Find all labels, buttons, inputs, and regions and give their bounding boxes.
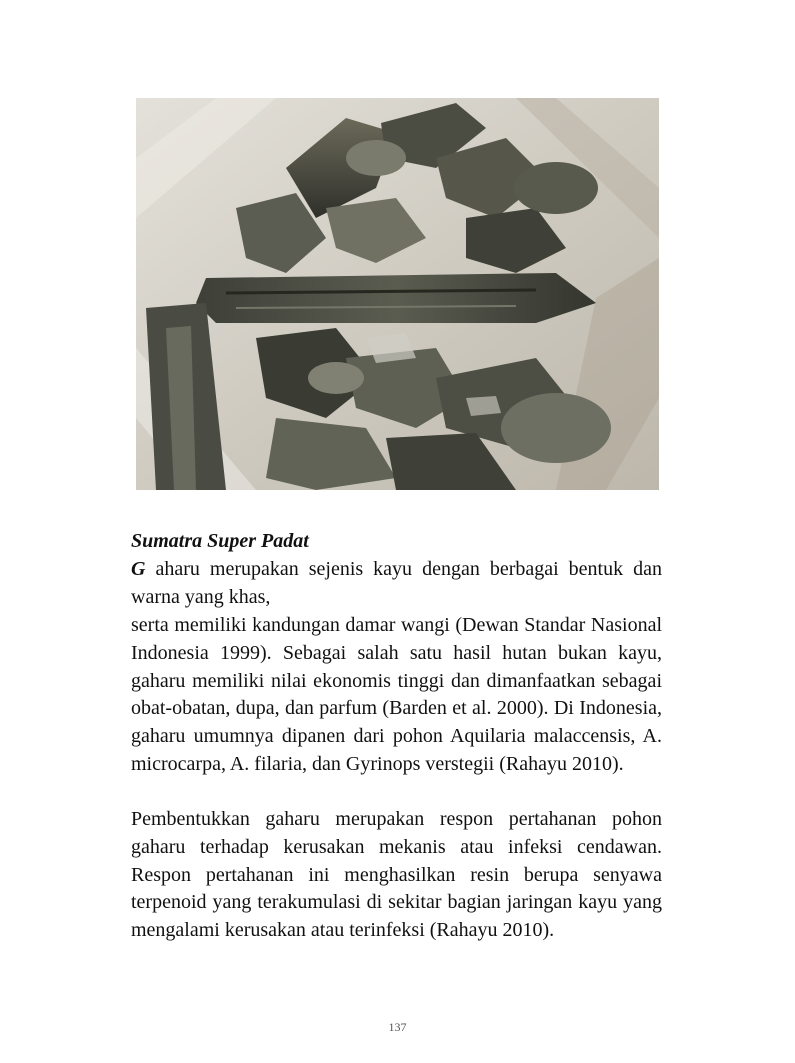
page-number: 137 (388, 1020, 407, 1034)
figure-caption: Sumatra Super Padat (131, 530, 309, 552)
body-paragraph-2: Pembentukkan gaharu merupakan respon pertahanan pohon gaharu terhadap kerusakan mekanis atau infeksi cendawan. Respon pertahanan ini menghasilkan resin berupa senyawa terpenoid yang terakumulasi di sekitar bagian jaringan kayu yang mengalami kerusakan atau terinfeksi (Rahayu 2010). (131, 808, 662, 942)
drop-cap-letter: G (131, 558, 146, 580)
intro-text: aharu merupakan sejenis kayu dengan berbagai bentuk dan warna yang khas, (131, 558, 662, 608)
gaharu-agarwood-photo (136, 98, 659, 490)
agarwood-illustration (136, 98, 659, 490)
intro-paragraph (131, 556, 662, 612)
body-paragraph-1: serta memiliki kandungan damar wangi (Dewan Standar Nasional Indonesia 1999). Sebagai salah satu hasil hutan bukan kayu, gaharu memiliki nilai ekonomis tinggi dan dimanfaatkan sebagai obat-obatan, dupa, dan parfum (Barden et al. 2000). Di Indonesia, gaharu umumnya dipanen dari pohon Aquilaria malaccensis, A. microcarpa, A. filaria, dan Gyrinops verstegii (Rahayu 2010). (131, 614, 662, 775)
